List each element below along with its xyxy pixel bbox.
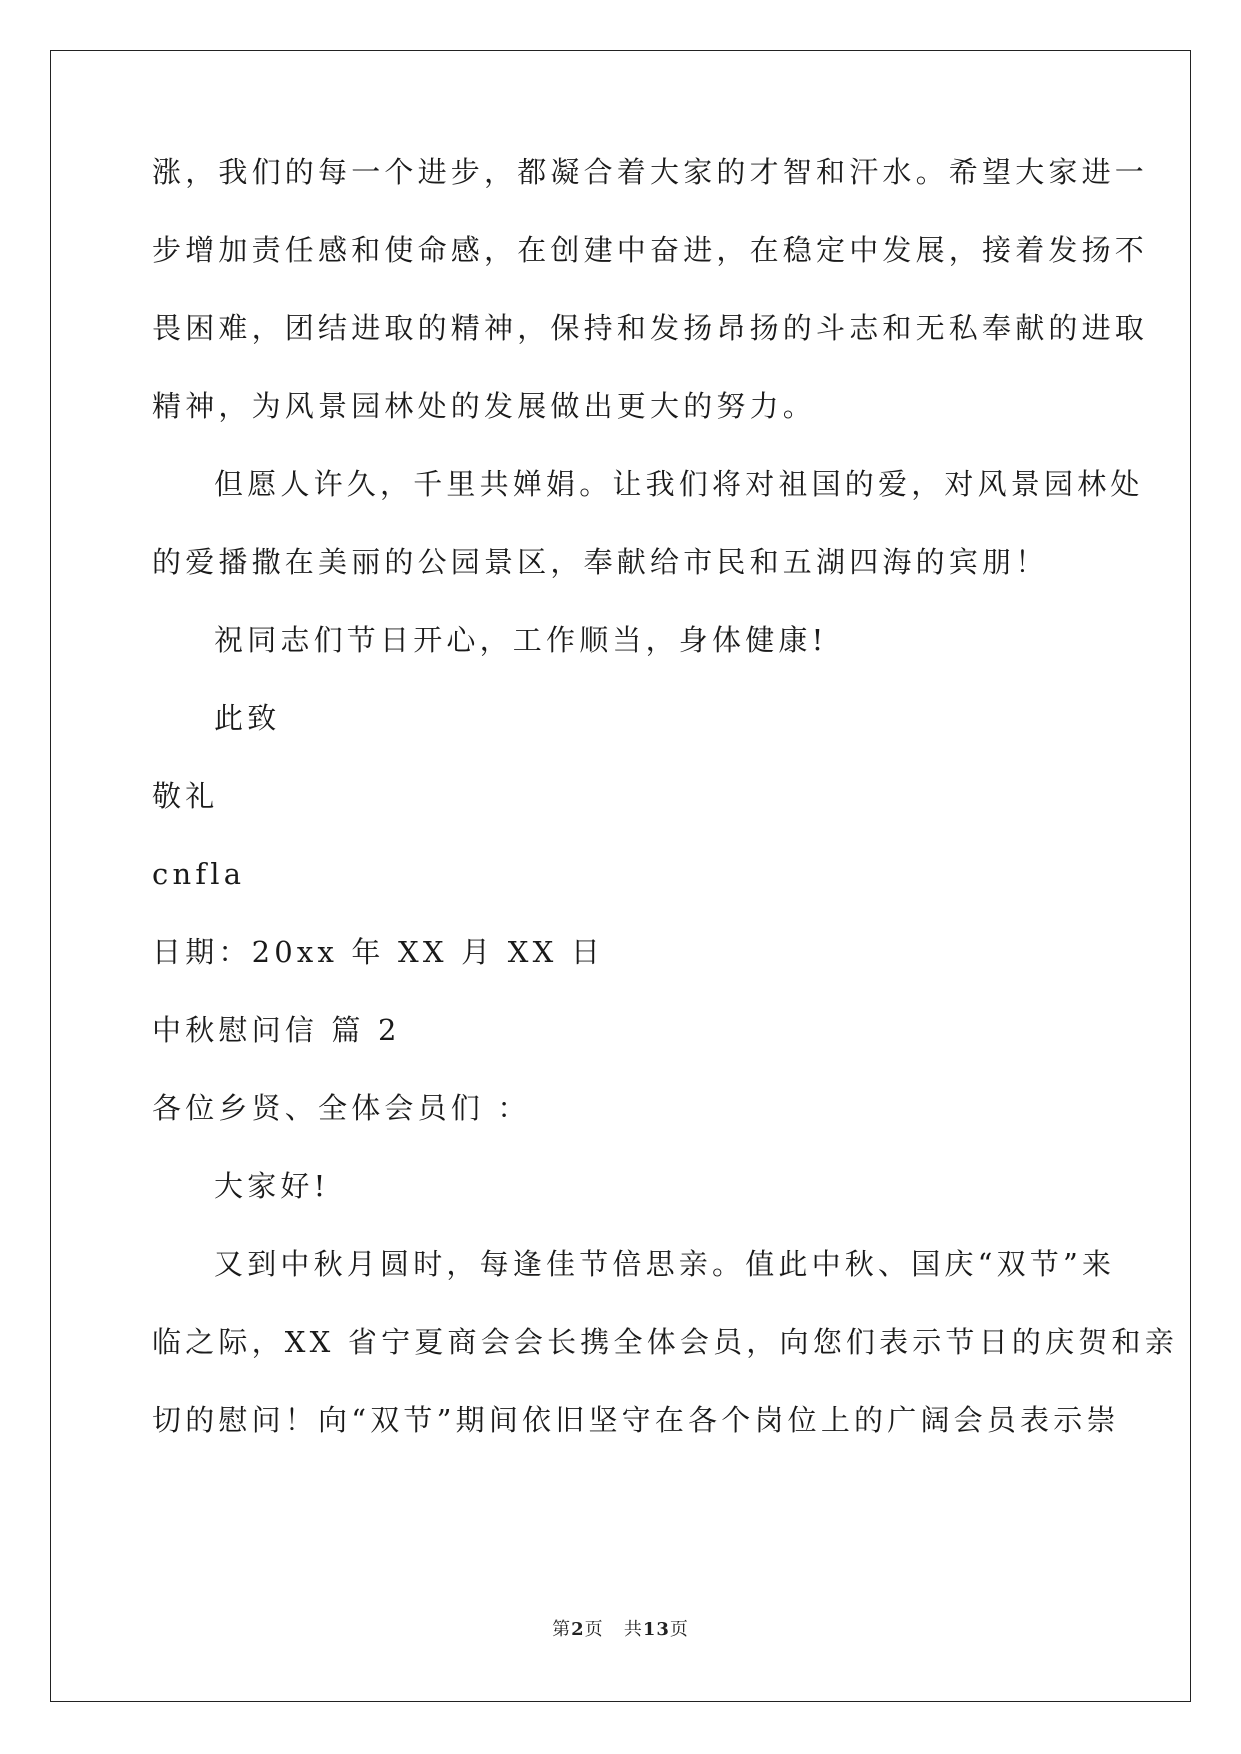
- closing-salutation: 此致: [214, 701, 281, 735]
- salutation: 各位乡贤、全体会员们 ：: [152, 1091, 531, 1125]
- total-suffix: 页: [669, 1619, 689, 1640]
- date-line: 日期：20xx 年 XX 月 XX 日: [152, 935, 605, 969]
- greeting-line: 祝同志们节日开心，工作顺当，身体健康!: [214, 623, 828, 657]
- paragraph-first-line: 又到中秋月圆时，每逢佳节倍思亲。值此中秋、国庆“双节”来: [214, 1247, 1116, 1281]
- body-text-line: 的爱播撒在美丽的公园景区，奉献给市民和五湖四海的宾朋！: [152, 545, 1049, 579]
- section-title: 中秋慰问信 篇 2: [152, 1013, 401, 1047]
- page-prefix: 第: [552, 1619, 572, 1640]
- body-text-line: 畏困难，团结进取的精神，保持和发扬昂扬的斗志和无私奉献的进取: [152, 311, 1149, 345]
- body-text-line: 切的慰问！向“双节”期间依旧坚守在各个岗位上的广阔会员表示崇: [152, 1403, 1120, 1437]
- page-number: 2: [571, 1619, 585, 1640]
- paragraph-first-line: 但愿人许久，千里共婵娟。让我们将对祖国的爱，对风景园林处: [214, 467, 1144, 501]
- body-text-line: 步增加责任感和使命感，在创建中奋进，在稳定中发展，接着发扬不: [152, 233, 1149, 267]
- body-text-line: 涨，我们的每一个进步，都凝合着大家的才智和汗水。希望大家进一: [152, 155, 1149, 189]
- closing-regards: 敬礼: [152, 779, 219, 813]
- page-suffix: 页: [584, 1619, 604, 1640]
- page-footer: [0, 1618, 1241, 1642]
- body-text-line: 精神，为风景园林处的发展做出更大的努力。: [152, 389, 817, 423]
- total-prefix: 共: [623, 1619, 643, 1640]
- greeting: 大家好!: [214, 1169, 330, 1203]
- total-pages: 13: [642, 1619, 670, 1640]
- signature: cnfla: [152, 857, 246, 891]
- body-text-line: 临之际，XX 省宁夏商会会长携全体会员，向您们表示节日的庆贺和亲: [152, 1325, 1178, 1359]
